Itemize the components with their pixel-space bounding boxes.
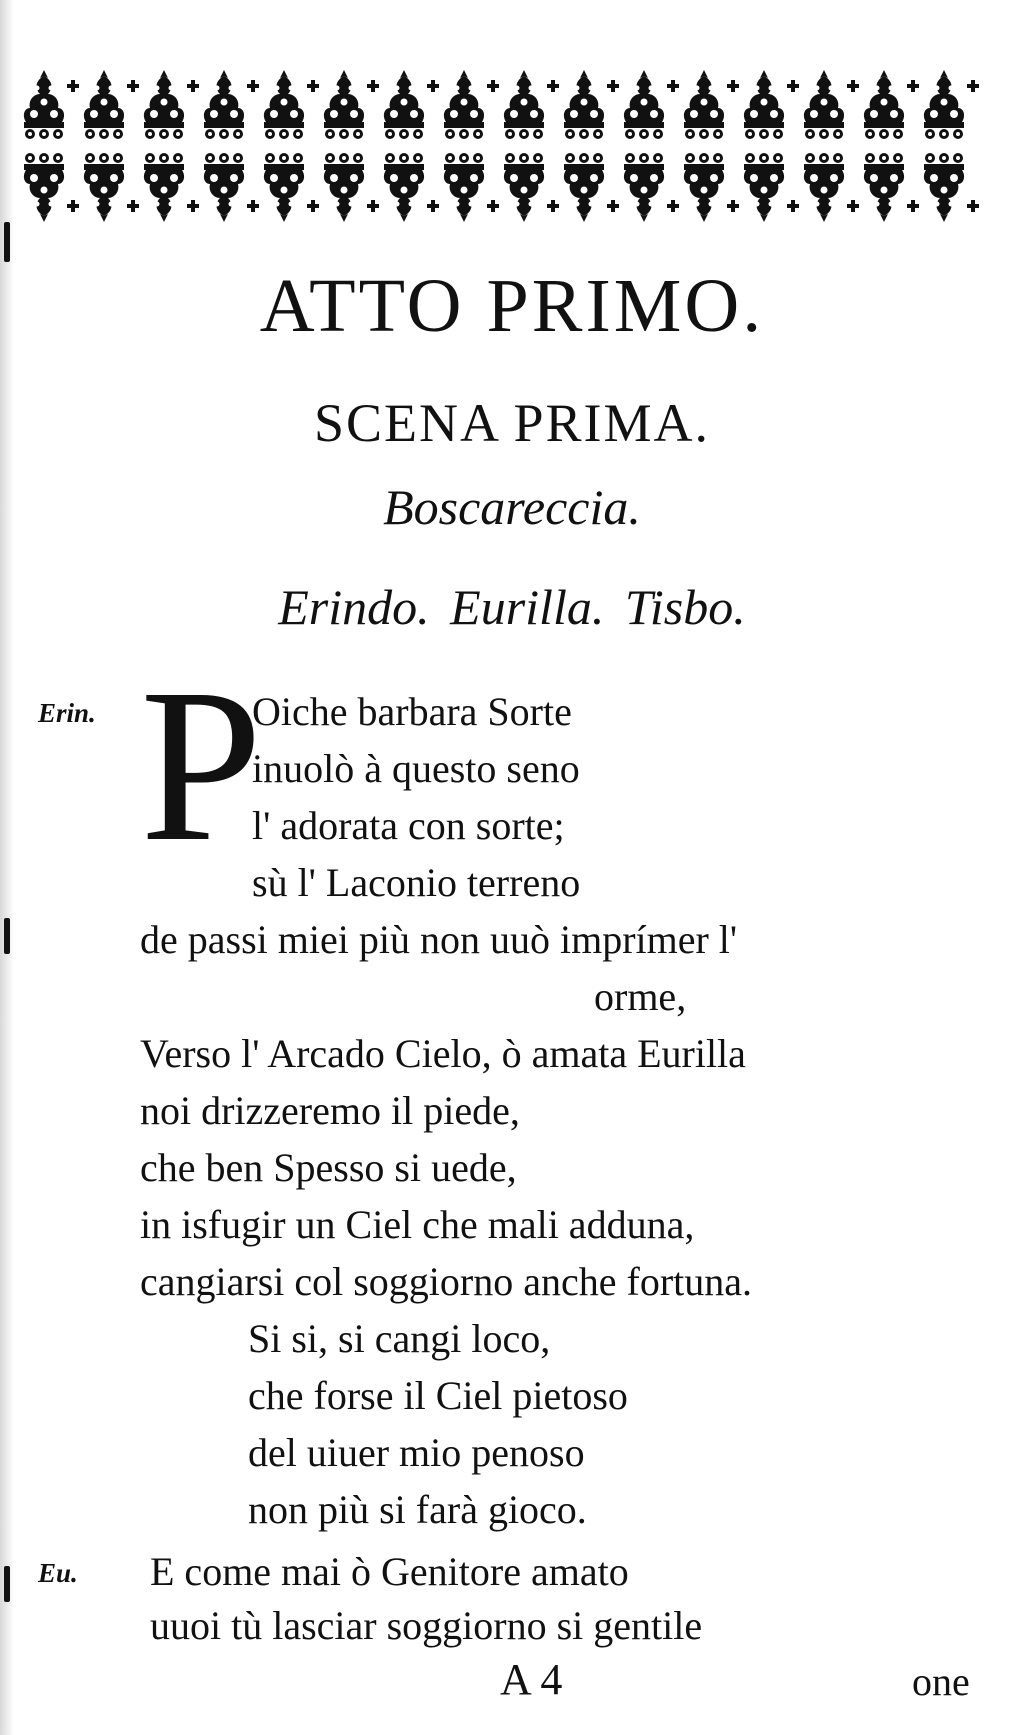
speaker-label: Eu. bbox=[38, 1558, 78, 1588]
scene-title: SCENA PRIMA. bbox=[313, 393, 711, 453]
edge-mark bbox=[4, 1566, 10, 1602]
verse-line: in isfugir un Ciel che mali adduna, bbox=[140, 1202, 695, 1247]
edge-mark bbox=[4, 222, 10, 262]
verse-line: noi drizzeremo il piede, bbox=[140, 1088, 520, 1133]
verse-line: de passi miei più non uuò imprímer l' bbox=[140, 917, 738, 962]
verse-line: uuoi tù lasciar soggiorno si gentile bbox=[150, 1603, 703, 1648]
verse-line: Oiche barbara Sorte bbox=[252, 689, 572, 734]
scene-setting: Boscareccia. bbox=[383, 479, 641, 535]
verse-line: cangiarsi col soggiorno anche fortuna. bbox=[140, 1259, 753, 1304]
verse-line: inuolò à questo seno bbox=[252, 746, 580, 791]
catchword: one bbox=[912, 1659, 970, 1704]
verse-line: che forse il Ciel pietoso bbox=[248, 1373, 628, 1418]
ornament-row-top bbox=[20, 62, 980, 142]
act-title: ATTO PRIMO. bbox=[259, 264, 765, 348]
drop-cap: P bbox=[140, 643, 263, 887]
verse-line: del uiuer mio penoso bbox=[248, 1430, 585, 1475]
edge-mark bbox=[4, 918, 10, 954]
verse-line: non più si farà gioco. bbox=[248, 1487, 587, 1532]
verse-line: l' adorata con sorte; bbox=[252, 803, 565, 848]
verse-line: Si si, si cangi loco, bbox=[248, 1316, 551, 1361]
character-list: Erindo. Eurilla. Tisbo. bbox=[278, 579, 746, 635]
verse-line: Verso l' Arcado Cielo, ò amata Eurilla bbox=[140, 1031, 746, 1076]
verse-line: E come mai ò Genitore amato bbox=[150, 1549, 629, 1594]
fleuron-border-icon bbox=[20, 62, 980, 142]
fleuron-border-icon bbox=[20, 150, 980, 230]
ornament-row-bottom bbox=[20, 150, 980, 230]
speaker-label: Erin. bbox=[38, 698, 96, 728]
verse-line: orme, bbox=[594, 974, 687, 1019]
signature-mark: A 4 bbox=[500, 1655, 563, 1704]
verse-line: sù l' Laconio terreno bbox=[252, 860, 581, 905]
verse-line: che ben Spesso si uede, bbox=[140, 1145, 517, 1190]
